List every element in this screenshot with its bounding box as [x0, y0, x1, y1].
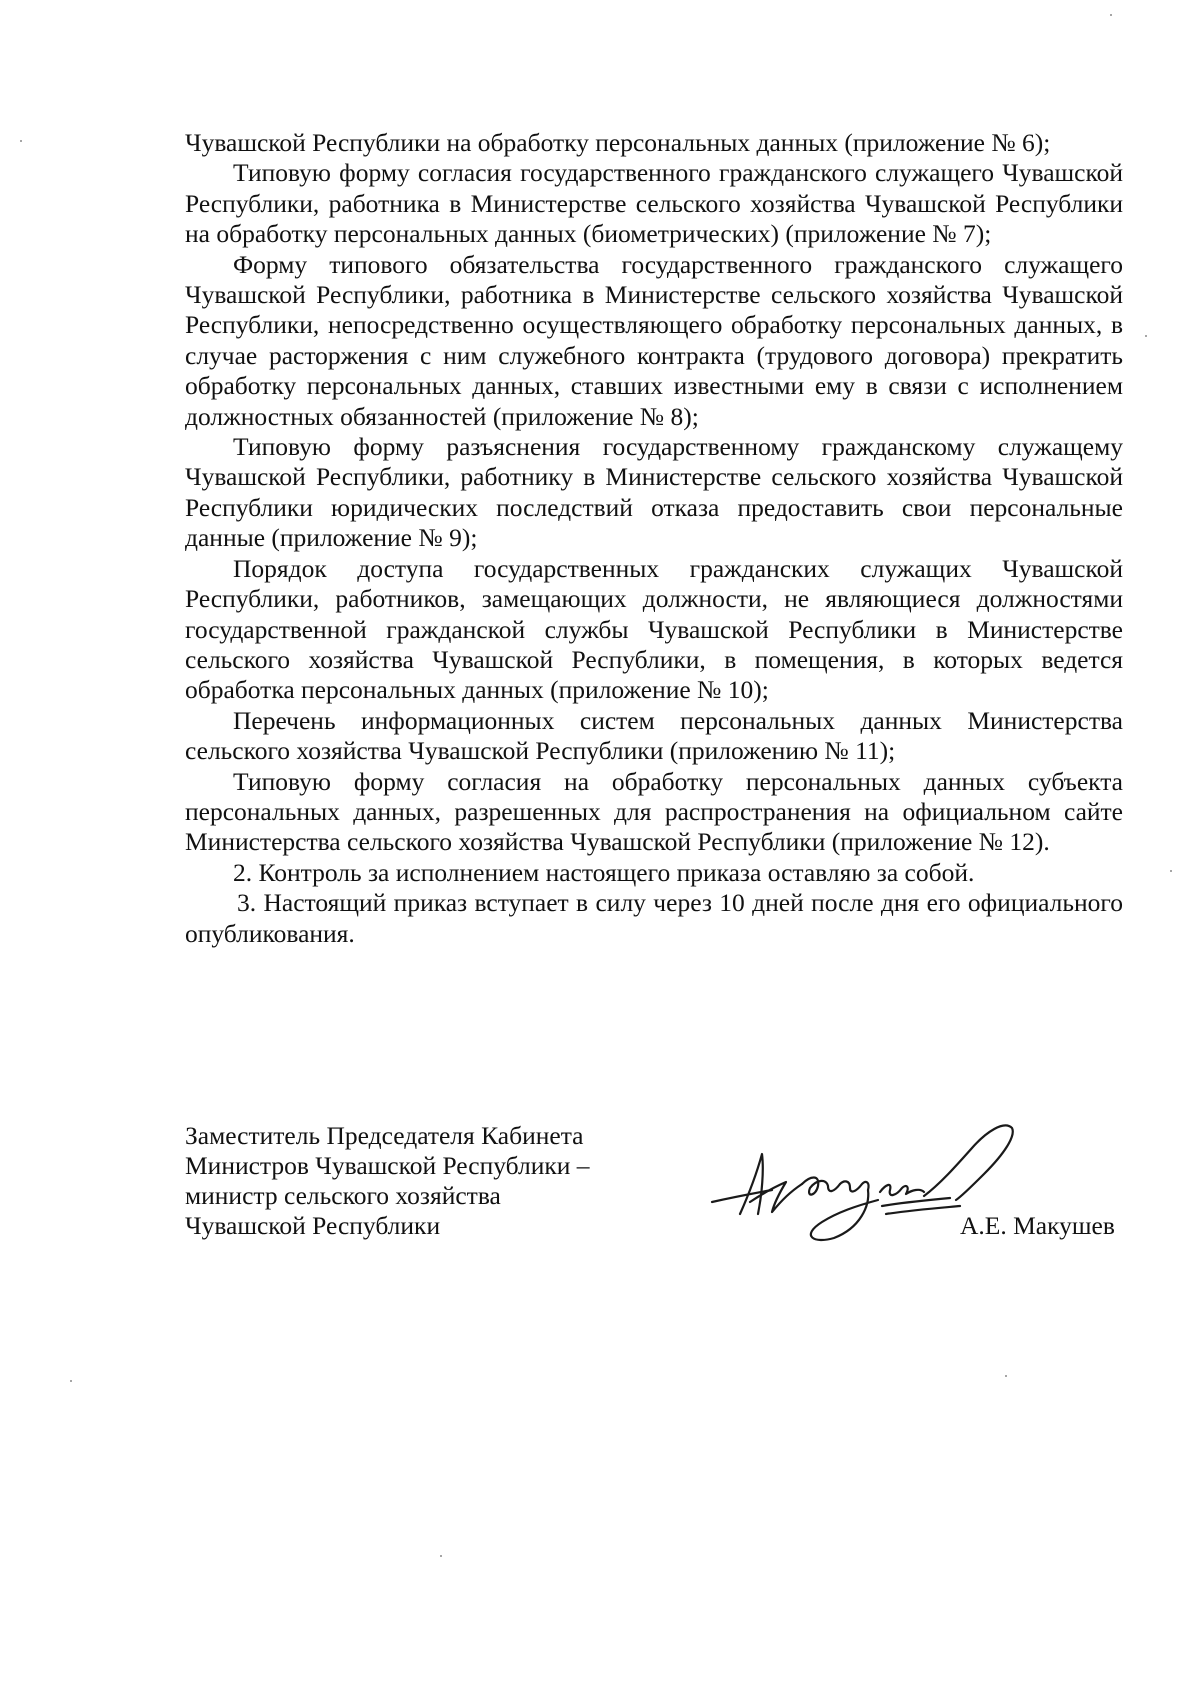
scan-speck: [440, 1555, 442, 1557]
paragraph-appendix-9: Типовую форму разъяснения государственному гражданскому служащему Чувашской Республики, работнику в Министерстве сельского хозяйства Чувашской Республики юридических последствий отказа предоставить свои персональные данные (приложение № 9);: [185, 432, 1123, 553]
scan-speck: [70, 1380, 72, 1382]
paragraph-appendix-12: Типовую форму согласия на обработку персональных данных субъекта персональных данных, разрешенных для распространения на официальном сайте Министерства сельского хозяйства Чувашской Республики (приложение № 12).: [185, 766, 1123, 857]
paragraph-item-2: 2. Контроль за исполнением настоящего приказа оставляю за собой.: [233, 857, 975, 887]
paragraph-item-3: 3. Настоящий приказ вступает в силу через 10 дней после дня его официального опубликования.: [185, 888, 1123, 948]
scan-speck: [1005, 1375, 1007, 1377]
signatory-title-line: Чувашской Республики: [185, 1211, 441, 1240]
signatory-title-line: Министров Чувашской Республики –: [185, 1151, 590, 1180]
paragraph-appendix-8: Форму типового обязательства государственного гражданского служащего Чувашской Республики, работника в Министерстве сельского хозяйства Чувашской Республики, непосредственно осуществляющего обработку персональных данных, в случае расторжения с ним служебного контракта (трудового договора) прекратить обработку персональных данных, ставших известными ему в связи с исполнением должностных обязанностей (приложение № 8);: [185, 249, 1123, 431]
signatory-title-line: министр сельского хозяйства: [185, 1181, 501, 1210]
scan-speck: [1110, 14, 1112, 16]
paragraph-continuation: Чувашской Республики на обработку персональных данных (приложение № 6);: [185, 128, 1051, 157]
signatory-name: А.Е. Макушев: [960, 1211, 1115, 1240]
scan-speck: [20, 140, 22, 142]
signatory-title: [185, 1121, 685, 1241]
paragraph-appendix-11: Перечень информационных систем персональных данных Министерства сельского хозяйства Чувашской Республики (приложению № 11);: [185, 705, 1123, 766]
scan-speck: [1145, 335, 1147, 337]
signatory-title-line: Заместитель Председателя Кабинета: [185, 1121, 584, 1150]
scan-speck: [1170, 870, 1172, 872]
paragraph-appendix-7: Типовую форму согласия государственного гражданского служащего Чувашской Республики, работника в Министерстве сельского хозяйства Чувашской Республики на обработку персональных данных (биометрических) (приложение № 7);: [185, 158, 1123, 249]
paragraph-appendix-10: Порядок доступа государственных гражданских служащих Чувашской Республики, работников, замещающих должности, не являющиеся должностями государственной гражданской службы Чувашской Республики в Министерстве сельского хозяйства Чувашской Республики, в помещения, в которых ведется обработка персональных данных (приложение № 10);: [185, 553, 1123, 705]
document-body: [185, 128, 1123, 949]
